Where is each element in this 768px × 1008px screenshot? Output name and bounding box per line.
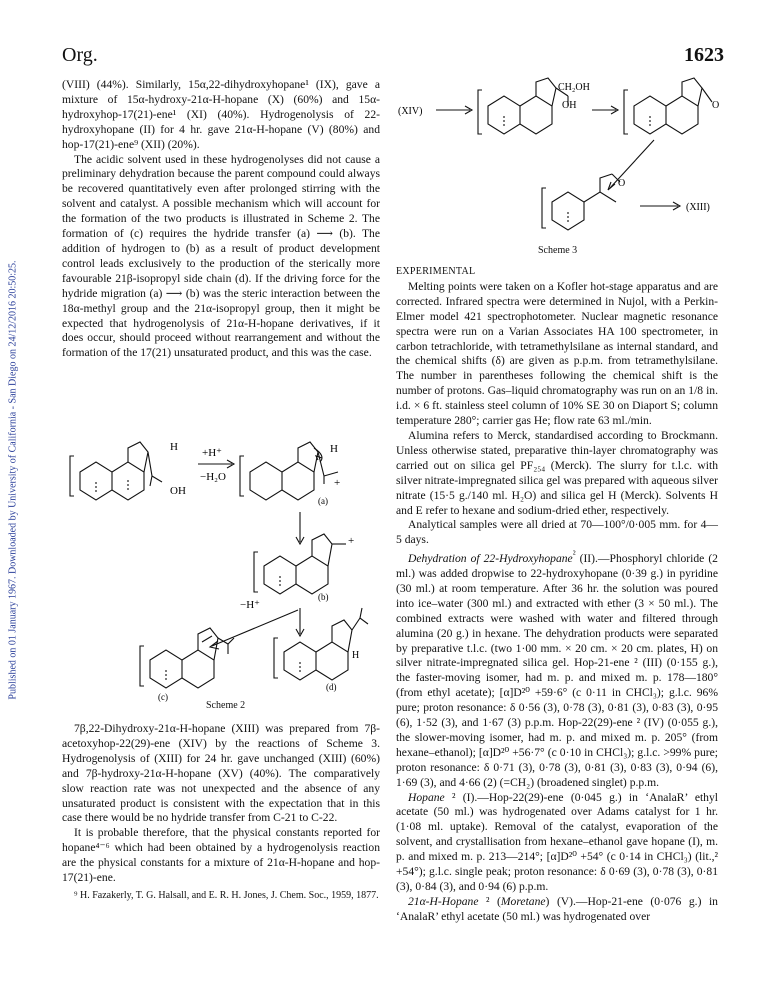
paragraph-text: ² ( xyxy=(478,894,501,908)
charge-label: + xyxy=(348,535,355,547)
paragraph: (VIII) (44%). Similarly, 15α,22-dihydroxyhopane¹ (IX), gave a mixture of 15α-hydroxy-21α-H-hopane (X) (60%) and 15α-hydroxyhop-17(21)-ene¹ (XI) (40%). Hydrogenolysis of 22-hydroxyhopane (II) for 4 hr. gave 21α-H-hopane (V) (80%) and hop-17(21)-ene⁹ (XII) (20%). xyxy=(62,78,380,151)
scheme-2-structures xyxy=(62,432,380,708)
page-number: 1623 xyxy=(684,44,724,66)
left-column-lower xyxy=(62,722,380,902)
subsection-title: Hopane xyxy=(408,790,445,804)
hydrogen-label: H xyxy=(330,443,338,455)
charge-label: + xyxy=(334,477,341,489)
oxygen-label: O xyxy=(618,178,626,189)
paragraph: Alumina refers to Merck, standardised according to Brockmann. Unless otherwise stated, preparative thin-layer chromatography was carried out on silica gel PF₂₅₄ (Merck). The slurry for t.l.c. with silver nitrate-impregnated silica gel was prepared with aqueous silver nitrate (15·5 g./140 ml. H₂O) and silica gel H (Merck). Solvents H and E refer to hexane and sodium-dried ether, respectively. xyxy=(396,428,718,517)
paragraph: 7β,22-Dihydroxy-21α-H-hopane (XIII) was prepared from 7β-acetoxyhop-22(29)-ene (XIV) by the reactions of Scheme 3. Hydrogenolysis of (XIII) for 24 hr. gave unchanged (XIII) (60%) and 7β-hydroxy-21α-H-hopane (XV) (40%). The comparatively slow reaction rate was not unexpected and the absence of any unsaturated product is consistent with the expectation that in this case there would be no hydride transfer from C-21 to C-22. xyxy=(62,722,380,825)
reagent-label: −H₂O xyxy=(200,471,226,483)
paragraph: It is probable therefore, that the physical constants reported for hopane⁴⁻⁶ which had been obtained by a hydrogenolysis reaction are the physical constants for a mixture of 21α-H-hopane and hop-17(21)-ene. xyxy=(62,826,380,885)
section-heading: EXPERIMENTAL xyxy=(396,266,476,277)
right-column xyxy=(396,265,718,925)
paragraph-text: ² (I).—Hop-22(29)-ene (0·045 g.) in ‘AnalaR’ ethyl acetate (50 ml.) was hydrogenated over Adams catalyst for 1 hr. (1·08 ml. uptake). Removal of the catalyst, evaporation of the solvent, and crystallisation from hexane–ethanol gave hopane (I), m. p. and mixed m. p. 213—214°; [α]D²⁰ +54° (c 0·14 in CHCl₃) (lit.,² +54°); g.l.c. single peak; proton resonance: δ 0·69 (3), 0·78 (3), 0·81 (3), 0·84 (3), and 0·94 (6) p.p.m. xyxy=(396,790,718,894)
reagent-label: +H⁺ xyxy=(202,447,222,459)
hydroxyl-label: OH xyxy=(170,485,186,497)
hydroxyl-label: OH xyxy=(562,100,577,111)
download-notice xyxy=(6,150,20,810)
compound-label: (b) xyxy=(318,592,329,602)
paragraph-text: (II).—Phosphoryl chloride (2 ml.) was added dropwise to 22-hydroxyhopane (0·39 g.) in pyridine (30 ml.) at room temperature. After 36 hr. the solution was poured into ice–water (300 ml.) and extracted with ether (3 × 50 ml.). The combined extracts were washed with water and filtered through alumina (20 g.) in hexane. The dehydration products were separated by preparative t.l.c. (two 1·00 mm. × 20 cm. × 20 cm. plates, H) on silver nitrate-impregnated silica gel. Hop-21-ene ² (III) (0·155 g.), the faster-moving isomer, had m. p. and mixed m. p. 178—180° (from ethyl acetate); [α]D²⁰ +59·6° (c 0·11 in CHCl₃); g.l.c. 96% pure; proton resonance: δ 0·56 (3), 0·78 (3), 0·81 (3), 0·83 (3), 0·95 (6), 1·52 (3), and 1·67 (3) p.p.m. Hop-22(29)-ene ² (IV) (0·055 g.), the slower-moving isomer, had m. p. and mixed m. p. 205° (from hexane–ethanol); [α]D²⁰ +56·7° (c 0·10 in CHCl₃); g.l.c. >99% pure; proton resonance: δ 0·71 (3), 0·78 (3), 0·81 (3), 0·83 (3), 0·94 (6), 1·69 (3), and 4·66 (2) (=CH₂) (broadened singlet) p.p.m. xyxy=(396,552,718,789)
footnote: ⁹ H. Fazakerly, T. G. Halsall, and E. R. H. Jones, J. Chem. Soc., 1959, 1877. xyxy=(74,889,379,901)
journal-name: Org. xyxy=(62,44,98,66)
alternate-name: Moretane xyxy=(500,894,546,908)
scheme-3-diagram xyxy=(396,76,726,246)
paragraph xyxy=(396,548,718,790)
scheme-2-caption: Scheme 2 xyxy=(206,700,246,711)
scheme-3-caption: Scheme 3 xyxy=(538,245,578,256)
paragraph-text: ) (V).—Hop-21-ene (0·076 g.) in ‘AnalaR’ ethyl acetate (50 ml.) was hydrogenated over xyxy=(396,894,718,923)
hydrogen-label: H xyxy=(170,441,178,453)
paragraph: The acidic solvent used in these hydrogenolyses did not cause a preliminary dehydration because the parent compound could always be recovered quantitatively even after prolonged stirring with the solvent and catalyst. A possible mechanism which will account for the formation of the two products is illustrated in Scheme 2. The formation of (c) requires the hydride transfer (a) ⟶ (b). The addition of hydrogen to (b) as a result of product development control leads exclusively to the production of the sterically more favourable 21β-isopropyl side chain (d). If the driving force for the hydride migration (a) ⟶ (b) was the steric interaction between the 18α-methyl group and the 21α-isopropyl group, then it might be expected that hydrogenolysis of 21α-H-hopane derivatives, if it does occur, should proceed without rearrangement and without the formation of the 17(21) unsaturated product, and this was the case. xyxy=(62,152,380,360)
subsection-title: 21α-H-Hopane xyxy=(408,894,479,908)
paragraph: Melting points were taken on a Kofler hot-stage apparatus and are corrected. Infrared spectra were determined in Nujol, with a Perkin-Elmer model 421 spectrophotometer. Nuclear magnetic resonance spectra were run on a Varian Associates HA 100 spectrometer, in carbon tetrachloride, with tetramethylsilane as internal standard, and the chemical shifts (δ) are given as p.p.m. from tetramethylsilane. The number in parentheses following the chemical shift is the number of protons. Gas–liquid chromatography was run on an 1/8 in. i.d. × 6 ft. stainless steel column of 10% SE 30 on Diaport S; column temperature 280°; carrier gas He; flow rate 63 ml./min. xyxy=(396,279,718,428)
compound-label: (XIII) xyxy=(686,202,710,213)
substituent-label: CH₂OH xyxy=(558,82,590,93)
reagent-label: −H⁺ xyxy=(240,599,260,611)
reference-number: ² xyxy=(572,549,576,561)
scheme-3-structures xyxy=(396,76,726,246)
download-notice-text: Published on 01 January 1967. Downloaded by University of California - San Diego on 24/12/2016 20:50:25. xyxy=(7,260,19,700)
compound-label: (c) xyxy=(158,692,168,702)
paragraph xyxy=(396,895,718,925)
subsection-title: Dehydration of 22-Hydroxyhopane xyxy=(408,552,573,566)
compound-label: (XIV) xyxy=(398,106,423,117)
scheme-2-diagram xyxy=(62,432,380,708)
hydrogen-label: H xyxy=(352,650,360,661)
compound-label: (d) xyxy=(326,682,337,692)
paragraph: Analytical samples were all dried at 70—100°/0·005 mm. for 4—5 days. xyxy=(396,518,718,547)
paragraph xyxy=(396,791,718,895)
oxygen-label: O xyxy=(712,100,720,111)
left-column xyxy=(62,78,380,361)
compound-label: (a) xyxy=(318,496,328,506)
